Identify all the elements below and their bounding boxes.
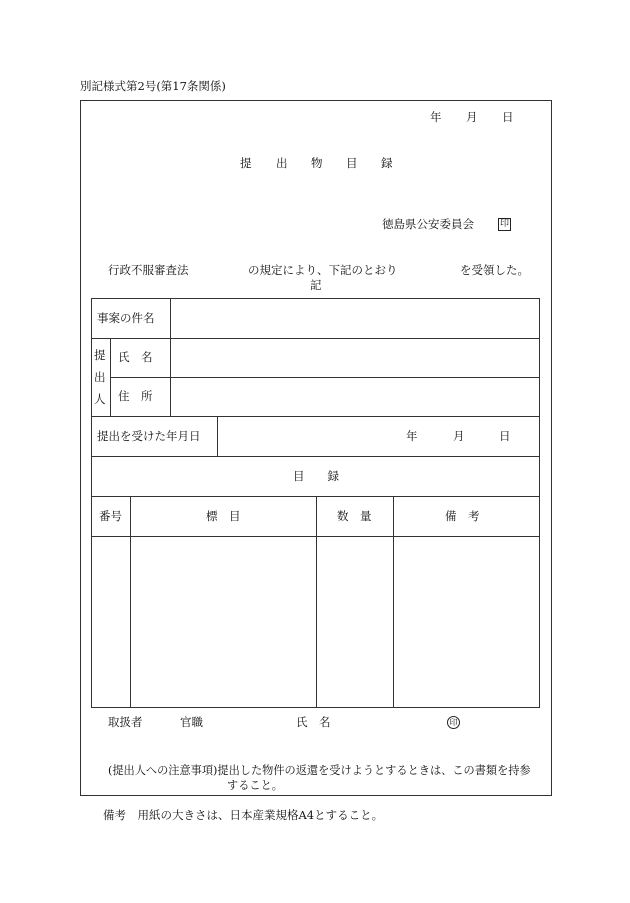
received-year: 年 [406,429,418,443]
submitter-label-char: 出 [94,370,106,384]
notice-line1: (提出人への注意事項)提出した物件の返還を受けようとするときは、この書類を持参 [108,764,531,777]
submitter-label-char: 人 [94,392,106,406]
received-month: 月 [453,429,465,443]
submitter-address-label: 住 所 [118,389,153,403]
received-day: 日 [499,429,511,443]
handler-position-label: 官職 [180,715,203,729]
title-char: 物 [311,156,323,170]
catalog-header: 目 録 [293,469,339,483]
title-char: 目 [346,156,358,170]
case-name-label: 事案の件名 [97,311,155,325]
issuer-seal: 印 [499,219,509,229]
col-remarks: 備 考 [445,509,480,523]
received-date-label: 提出を受けた年月日 [97,429,201,443]
col-number: 番号 [99,509,122,523]
form-label: 別記様式第2号(第17条関係) [80,79,226,93]
title-char: 録 [381,156,393,170]
date-month: 月 [466,110,478,124]
date-day: 日 [502,110,514,124]
col-item: 標 目 [206,509,241,523]
statement-law: 行政不服審査法 [108,263,189,277]
issuer-name: 徳島県公安委員会 [382,217,474,231]
date-year: 年 [430,110,442,124]
handler-label: 取扱者 [108,715,143,729]
handler-name-label: 氏 名 [296,715,331,729]
submitter-name-label: 氏 名 [118,350,153,364]
statement-middle: の規定により、下記のとおり [248,263,398,277]
title-char: 提 [240,156,252,170]
notice-line2: すること。 [227,779,283,792]
title-char: 出 [276,156,288,170]
col-quantity: 数 量 [337,509,372,523]
submitter-label-char: 提 [94,348,106,362]
handler-seal: 印 [447,716,460,729]
ki-mark: 記 [310,278,322,292]
footnote: 備考 用紙の大きさは、日本産業規格A4とすること。 [103,808,384,822]
statement-end: を受領した。 [460,263,529,277]
